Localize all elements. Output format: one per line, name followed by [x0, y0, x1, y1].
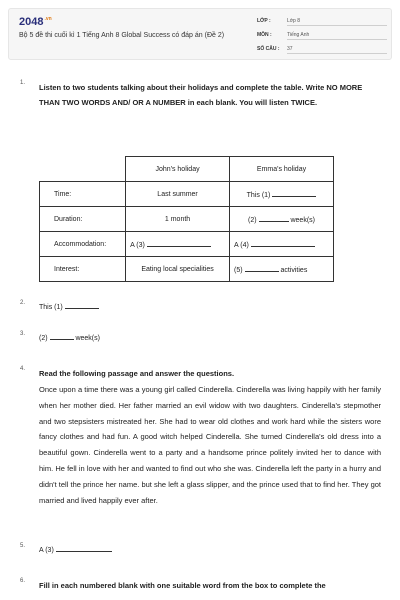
john-cell: Eating local specialities [126, 257, 230, 282]
answer-blank-2[interactable] [259, 215, 289, 222]
meta-label: LỚP : [257, 18, 271, 24]
question-number-4: 4. [20, 366, 26, 372]
table-header-row [40, 157, 334, 182]
cell-prefix: (2) [248, 216, 257, 224]
question-5-prefix: A (3) [39, 547, 54, 554]
john-cell [126, 232, 230, 257]
cell-prefix: A (3) [130, 241, 145, 249]
emma-cell [230, 257, 334, 282]
document-title: Bộ 5 đề thi cuối kì 1 Tiếng Anh 8 Global Success có đáp án (Đề 2) [19, 32, 225, 39]
table-header-emma: Emma's holiday [230, 157, 334, 182]
emma-cell [230, 207, 334, 232]
question-3-line [39, 331, 100, 346]
document-header [8, 8, 392, 60]
question-4-instruction: Read the following passage and answer the questions. [39, 369, 235, 378]
question-number-3: 3. [20, 331, 26, 337]
question-3-suffix: week(s) [75, 335, 100, 342]
table-corner-cell [40, 157, 126, 182]
question-number-2: 2. [20, 300, 26, 306]
answer-input-3[interactable] [50, 333, 74, 340]
john-cell: 1 month [126, 207, 230, 232]
meta-value: 37 [287, 46, 387, 54]
answer-blank-5[interactable] [245, 265, 279, 272]
table-header-john: John's holiday [126, 157, 230, 182]
cell-suffix: activities [280, 266, 308, 274]
emma-cell [230, 232, 334, 257]
row-label: Accommodation: [40, 232, 126, 257]
cell-prefix: A (4) [234, 241, 249, 249]
john-cell: Last summer [126, 182, 230, 207]
site-logo[interactable] [19, 16, 52, 28]
answer-blank-3[interactable] [147, 240, 211, 247]
answer-blank-1[interactable] [272, 190, 316, 197]
answer-input-5[interactable] [56, 545, 112, 552]
row-label: Time: [40, 182, 126, 207]
meta-label: MÔN : [257, 32, 272, 38]
question-3-prefix: (2) [39, 335, 48, 342]
question-number-6: 6. [20, 578, 26, 584]
answer-blank-4[interactable] [251, 240, 315, 247]
logo-text: 2048 [19, 16, 44, 28]
meta-class [257, 18, 387, 26]
table-row [40, 232, 334, 257]
question-number-5: 5. [20, 543, 26, 549]
row-label: Interest: [40, 257, 126, 282]
meta-subject [257, 32, 387, 40]
meta-count [257, 46, 387, 54]
table-row [40, 207, 334, 232]
question-5-line [39, 543, 112, 558]
cell-prefix: This (1) [246, 191, 271, 199]
table-row [40, 182, 334, 207]
logo-suffix: .vn [44, 16, 52, 22]
table-row [40, 257, 334, 282]
cell-suffix: week(s) [290, 216, 315, 224]
question-2-line [39, 300, 99, 315]
meta-label: SỐ CÂU : [257, 46, 280, 52]
answer-input-2[interactable] [65, 302, 99, 309]
cell-prefix: (5) [234, 266, 243, 274]
emma-cell [230, 182, 334, 207]
meta-value: Tiếng Anh [287, 32, 387, 40]
question-number-1: 1. [20, 80, 26, 86]
reading-passage: Once upon a time there was a young girl called Cinderella. Cinderella was living happily with her family when her mother died. Her father married an evil widow with two daughters. Cinderella's stepmother and two stepsisters mistreated her. She had to wear old clothes and work hard while the sisters wore fancy clothes and had fun. A good witch helped Cinderella. She turned Cinderella's old dress into a beautiful gown. Cinderella went to a party and a handsome prince politely invited her to dance with him. He fell in love with her and wanted to find out who she was. Cinderella left the party in a hurry and didn't tell the prince her name. but she left a glass slipper, and the prince used that to find her. They got married and lived happily ever after. [39, 385, 381, 505]
meta-value: Lớp 8 [287, 18, 387, 26]
row-label: Duration: [40, 207, 126, 232]
question-6-instruction: Fill in each numbered blank with one suitable word from the box to complete the [39, 581, 326, 590]
question-1-text: Listen to two students talking about their holidays and complete the table. Write NO MORE THAN TWO WORDS AND/ OR A NUMBER in each blank. You will listen TWICE. [39, 83, 363, 107]
question-2-prefix: This (1) [39, 304, 63, 311]
holiday-table [39, 156, 334, 282]
